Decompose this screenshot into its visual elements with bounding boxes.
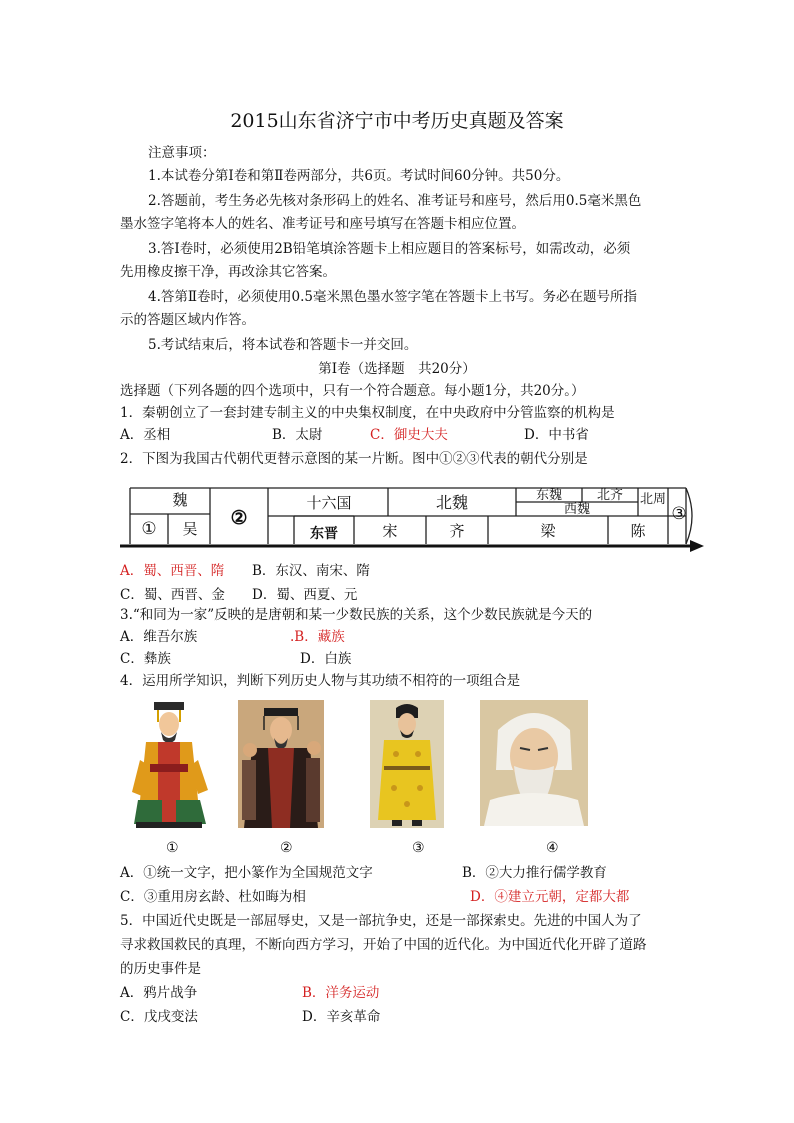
question-5-stem-line1: 5．中国近代史既是一部屈辱史，又是一部抗争史，还是一部探索史。先进的中国人为了: [120, 913, 642, 929]
question-5-stem-line3: 的历史事件是: [120, 961, 201, 977]
notice-item: 4.答第Ⅱ卷时，必须使用0.5毫米黑色墨水签字笔在答题卡上书写。务必在题号所指: [148, 289, 638, 305]
timeline-xiwei: 西魏: [563, 502, 590, 517]
portrait-2-image: [238, 700, 324, 828]
portrait-3-image: [370, 700, 444, 828]
q1-option-b: B．太尉: [272, 427, 323, 443]
q1-option-a: A．丞相: [120, 427, 171, 443]
notice-item: 先用橡皮擦干净，再改涂其它答案。: [120, 264, 336, 280]
notice-item: 5.考试结束后，将本试卷和答题卡一并交回。: [148, 337, 418, 353]
notice-item: 墨水签字笔将本人的姓名、准考证号和座号填写在答题卡相应位置。: [120, 216, 525, 232]
timeline-dongjin: 东晋: [310, 526, 338, 542]
portrait-1-image: [128, 700, 214, 830]
notice-item: 示的答题区域内作答。: [120, 312, 255, 328]
timeline-circle-2: ②: [230, 507, 248, 529]
notice-heading: 注意事项：: [148, 145, 216, 161]
portrait-4-caption: ④: [546, 840, 559, 856]
q4-option-d: D．④建立元朝，定都大都: [470, 889, 630, 905]
question-3-stem: 3.“和同为一家”反映的是唐朝和某一少数民族的关系，这个少数民族就是今天的: [120, 607, 593, 623]
q5-option-c: C．戊戌变法: [120, 1009, 198, 1025]
q3-option-b: .B．藏族: [290, 629, 345, 645]
q3-option-a: A．维吾尔族: [120, 629, 198, 645]
portrait-3-caption: ③: [412, 840, 425, 856]
timeline-beiwei: 北魏: [435, 493, 468, 512]
dynasty-timeline: [120, 486, 706, 554]
q4-option-b: B．②大力推行儒学教育: [462, 865, 607, 881]
notice-item: 1.本试卷分第Ⅰ卷和第Ⅱ卷两部分，共6页。考试时间60分钟。共50分。: [148, 168, 570, 184]
q3-option-d: D．白族: [300, 651, 352, 667]
timeline-qi: 齐: [449, 522, 465, 540]
timeline-song: 宋: [382, 522, 398, 540]
question-1-stem: 1．秦朝创立了一套封建专制主义的中央集权制度，在中央政府中分管监察的机构是: [120, 405, 615, 421]
q5-option-d: D．辛亥革命: [302, 1009, 381, 1025]
q2-option-a: A．蜀、西晋、隋: [120, 563, 225, 579]
q4-option-c: C．③重用房玄龄、杜如晦为相: [120, 889, 306, 905]
q3-option-c: C．彝族: [120, 651, 171, 667]
q5-option-b: B．洋务运动: [302, 985, 380, 1001]
page-title: 2015山东省济宁市中考历史真题及答案: [230, 110, 564, 132]
timeline-beiqi: 北齐: [596, 488, 623, 503]
question-2-stem: 2．下图为我国古代朝代更替示意图的某一片断。图中①②③代表的朝代分别是: [120, 451, 588, 467]
timeline-shiliuguo: 十六国: [306, 494, 352, 512]
portrait-1-caption: ①: [166, 840, 179, 856]
section-instruction: 选择题（下列各题的四个选项中，只有一个符合题意。每小题1分，共20分。）: [120, 383, 585, 399]
notice-item: 3.答Ⅰ卷时，必须使用2B铅笔填涂答题卡上相应题目的答案标号，如需改动，必须: [148, 241, 631, 257]
timeline-chen: 陈: [630, 522, 646, 540]
section-title: 第Ⅰ卷（选择题 共20分）: [318, 361, 476, 377]
timeline-beizhou: 北周: [639, 492, 666, 507]
question-5-stem-line2: 寻求救国救民的真理，不断向西方学习，开始了中国的近代化。为中国近代化开辟了道路: [120, 937, 647, 953]
q2-option-c: C．蜀、西晋、金: [120, 587, 225, 603]
timeline-liang: 梁: [540, 522, 556, 540]
q1-option-c: C．御史大夫: [370, 427, 448, 443]
timeline-wei: 魏: [172, 491, 188, 509]
timeline-circle-1: ①: [141, 519, 157, 539]
timeline-wu: 吴: [182, 520, 198, 538]
q1-option-d: D．中书省: [524, 427, 589, 443]
notice-item: 2.答题前，考生务必先核对条形码上的姓名、准考证号和座号，然后用0.5毫米黑色: [148, 193, 642, 209]
q4-option-a: A．①统一文字，把小篆作为全国规范文字: [120, 865, 373, 881]
q5-option-a: A．鸦片战争: [120, 985, 198, 1001]
portrait-4-image: [480, 700, 588, 826]
q2-option-d: D．蜀、西夏、元: [252, 587, 358, 603]
portrait-2-caption: ②: [280, 840, 293, 856]
timeline-circle-3: ③: [671, 504, 687, 524]
question-4-stem: 4．运用所学知识，判断下列历史人物与其功绩不相符的一项组合是: [120, 673, 521, 689]
q2-option-b: B．东汉、南宋、隋: [252, 563, 370, 579]
timeline-dongwei: 东魏: [535, 488, 562, 503]
